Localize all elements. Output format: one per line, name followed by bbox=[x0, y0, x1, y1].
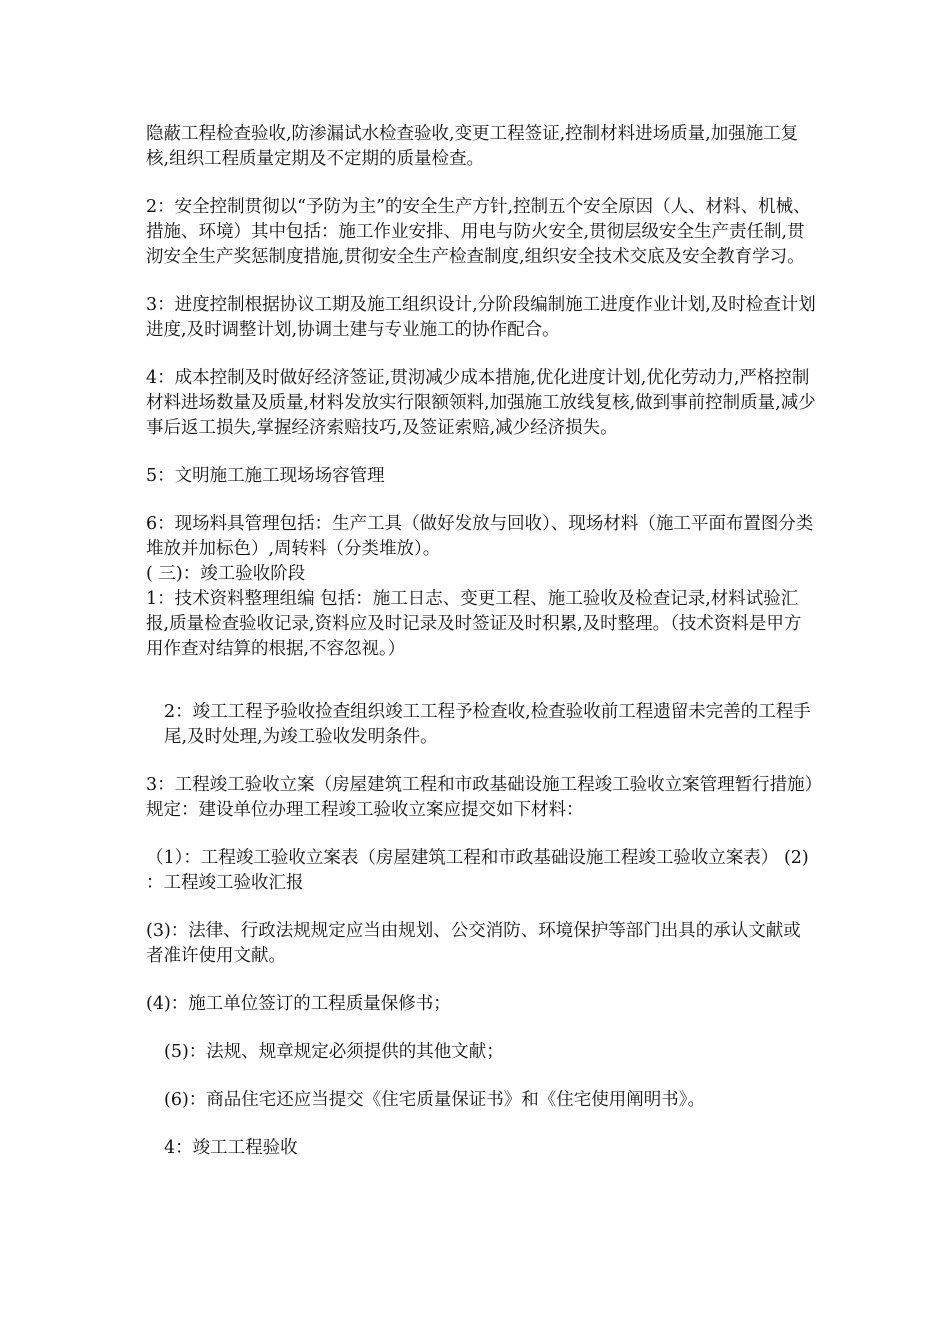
document-body bbox=[146, 122, 816, 1161]
list-item-filing-form: （1）：工程竣工验收立案表（房屋建筑工程和市政基础设施工程竣工验收立案表） (2) ：工程竣工验收汇报 bbox=[146, 848, 809, 893]
paragraph-safety-control: 2：安全控制贯彻以“予防为主”的安全生产方针,控制五个安全原因（人、材料、机械、措施、环境）其中包括：施工作业安排、用电与防火安全,贯彻层级安全生产责任制,贯沏安全生产奖惩制度措施,贯彻安全生产检查制度,组织安全技术交底及安全教育学习。 bbox=[146, 197, 811, 267]
paragraph-site-materials: 6：现场料具管理包括：生产工具（做好发放与回收）、现场材料（施工平面布置图分类堆放并加标色）,周转料（分类堆放）。 bbox=[146, 514, 814, 559]
list-item-other-documents: (5)：法规、规章规定必须提供的其他文献； bbox=[164, 1042, 504, 1062]
paragraph-quality-checks: 隐蔽工程检查验收,防渗漏试水检查验收,变更工程签证,控制材料进场质量,加强施工复核,组织工程质量定期及不定期的质量检查。 bbox=[146, 124, 799, 169]
paragraph-progress-control: 3：进度控制根据协议工期及施工组织设计,分阶段编制施工进度作业计划,及时检查计划进度,及时调整计划,协调土建与专业施工的协作配合。 bbox=[146, 295, 816, 340]
list-item-warranty: (4)：施工单位签订的工程质量保修书； bbox=[146, 994, 451, 1014]
list-item-approval-documents: (3)：法律、行政法规规定应当由规划、公交消防、环境保护等部门出具的承认文献或者准许使用文献。 bbox=[146, 921, 801, 966]
paragraph-pre-acceptance: 2：竣工工程予验收捡查组织竣工工程予检查收,检查验收前工程遗留未完善的工程手尾,及时处理,为竣工验收发明条件。 bbox=[164, 702, 811, 747]
paragraph-technical-data: 1：技术资料整理组编 包括：施工日志、变更工程、施工验收及检查记录,材料试验汇报,质量检查验收记录,资料应及时记录及时签证及时积累,及时整理。（技术资料是甲方用作查对结算的根据,不容忽视。） bbox=[146, 589, 802, 659]
paragraph-civilized-construction: 5：文明施工施工现场场容管理 bbox=[146, 466, 385, 486]
section-heading-final-acceptance: 4：竣工工程验收 bbox=[164, 1138, 298, 1158]
paragraph-cost-control: 4：成本控制及时做好经济签证,贯沏减少成本措施,优化进度计划,优化劳动力,严格控制材料进场数量及质量,材料发放实行限额领料,加强施工放线复核,做到事前控制质量,减少事后返工损失,掌握经济索赔技巧,及签证索赔,减少经济损失。 bbox=[146, 368, 816, 438]
paragraph-filing-requirements: 3：工程竣工验收立案（房屋建筑工程和市政基础设施工程竣工验收立案管理暂行措施）规定：建设单位办理工程竣工验收立案应提交如下材料： bbox=[146, 775, 814, 820]
list-item-housing-documents: (6)：商品住宅还应当提交《住宅质量保证书》和《住宅使用阐明书》。 bbox=[164, 1090, 706, 1110]
section-heading-completion: ( 三)：竣工验收阶段 bbox=[146, 564, 306, 584]
